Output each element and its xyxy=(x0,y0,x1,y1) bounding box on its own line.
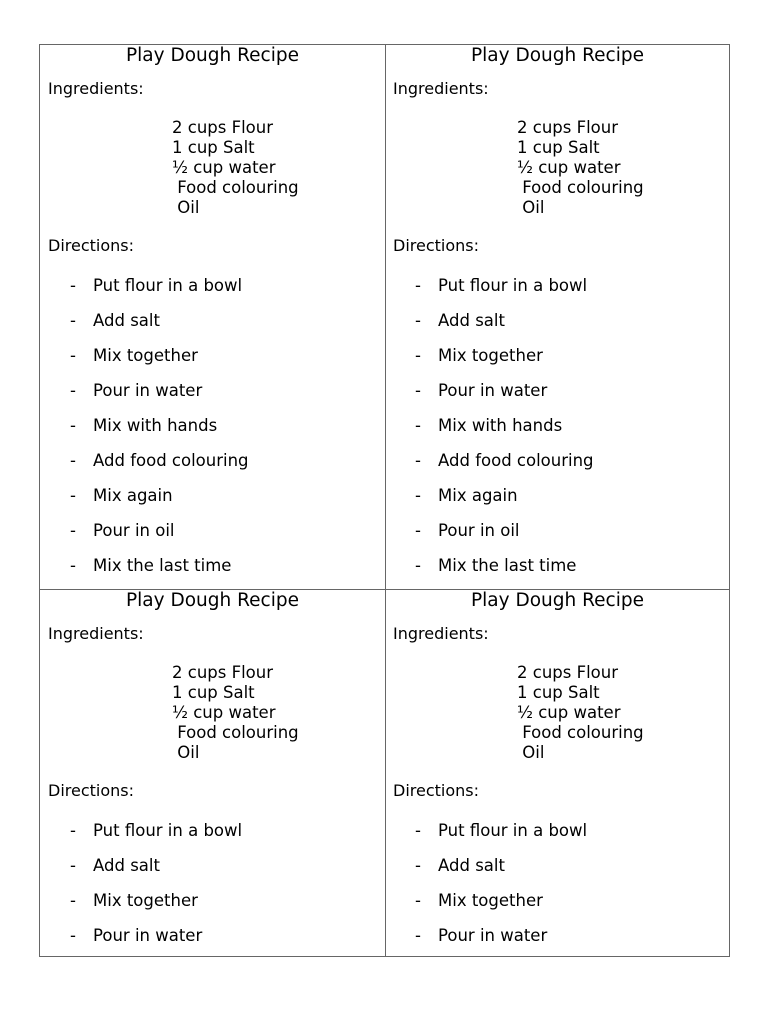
dash-bullet: - xyxy=(415,891,421,910)
direction-text: Add salt xyxy=(93,856,160,875)
ingredient-item: ½ cup water xyxy=(517,158,621,177)
dash-bullet: - xyxy=(415,486,421,505)
direction-text: Mix together xyxy=(438,346,543,365)
dash-bullet: - xyxy=(70,486,76,505)
ingredient-item: Food colouring xyxy=(172,178,299,197)
direction-text: Pour in oil xyxy=(93,521,175,540)
ingredient-item: Food colouring xyxy=(517,178,644,197)
dash-bullet: - xyxy=(415,821,421,840)
direction-text: Put flour in a bowl xyxy=(438,821,588,840)
dash-bullet: - xyxy=(70,451,76,470)
directions-label: Directions: xyxy=(48,236,135,255)
ingredient-item: 2 cups Flour xyxy=(517,118,618,137)
ingredients-list xyxy=(172,118,299,218)
direction-text: Pour in water xyxy=(93,381,203,400)
directions-label: Directions: xyxy=(48,781,135,800)
dash-bullet: - xyxy=(70,521,76,540)
recipe-card xyxy=(40,590,385,957)
dash-bullet: - xyxy=(415,381,421,400)
card-title: Play Dough Recipe xyxy=(471,590,644,611)
direction-text: Add food colouring xyxy=(93,451,249,470)
ingredient-item: 1 cup Salt xyxy=(172,683,255,702)
ingredient-item: Oil xyxy=(172,743,200,762)
dash-bullet: - xyxy=(415,451,421,470)
dash-bullet: - xyxy=(70,416,76,435)
recipe-card xyxy=(385,590,730,957)
ingredient-item: Food colouring xyxy=(172,723,299,742)
dash-bullet: - xyxy=(415,556,421,575)
direction-text: Put flour in a bowl xyxy=(93,276,243,295)
direction-text: Pour in water xyxy=(93,926,203,945)
direction-text: Add food colouring xyxy=(438,451,594,470)
ingredients-label: Ingredients: xyxy=(393,624,489,643)
recipe-card-sheet xyxy=(39,44,730,957)
ingredient-item: Oil xyxy=(517,743,545,762)
ingredients-list xyxy=(517,118,644,218)
direction-text: Mix together xyxy=(93,891,198,910)
ingredient-item: Oil xyxy=(517,198,545,217)
recipe-card xyxy=(385,45,730,589)
ingredient-item: 2 cups Flour xyxy=(517,663,618,682)
dash-bullet: - xyxy=(70,891,76,910)
direction-text: Mix again xyxy=(438,486,518,505)
direction-text: Mix with hands xyxy=(93,416,218,435)
ingredient-item: 1 cup Salt xyxy=(172,138,255,157)
dash-bullet: - xyxy=(70,926,76,945)
direction-text: Mix the last time xyxy=(93,556,232,575)
card-title: Play Dough Recipe xyxy=(471,45,644,66)
direction-text: Pour in oil xyxy=(438,521,520,540)
directions-label: Directions: xyxy=(393,236,480,255)
dash-bullet: - xyxy=(415,856,421,875)
dash-bullet: - xyxy=(70,556,76,575)
ingredient-item: Oil xyxy=(172,198,200,217)
directions-label: Directions: xyxy=(393,781,480,800)
dash-bullet: - xyxy=(415,276,421,295)
ingredient-item: ½ cup water xyxy=(517,703,621,722)
dash-bullet: - xyxy=(415,416,421,435)
ingredients-list xyxy=(517,663,644,763)
direction-text: Mix again xyxy=(93,486,173,505)
dash-bullet: - xyxy=(70,856,76,875)
ingredient-item: Food colouring xyxy=(517,723,644,742)
ingredient-item: ½ cup water xyxy=(172,703,276,722)
dash-bullet: - xyxy=(70,276,76,295)
ingredients-label: Ingredients: xyxy=(48,79,144,98)
ingredients-label: Ingredients: xyxy=(48,624,144,643)
dash-bullet: - xyxy=(70,381,76,400)
dash-bullet: - xyxy=(70,346,76,365)
card-title: Play Dough Recipe xyxy=(126,45,299,66)
ingredient-item: 1 cup Salt xyxy=(517,683,600,702)
ingredient-item: 2 cups Flour xyxy=(172,118,273,137)
card-title: Play Dough Recipe xyxy=(126,590,299,611)
dash-bullet: - xyxy=(70,311,76,330)
ingredient-item: ½ cup water xyxy=(172,158,276,177)
direction-text: Add salt xyxy=(438,856,505,875)
direction-text: Mix the last time xyxy=(438,556,577,575)
dash-bullet: - xyxy=(70,821,76,840)
direction-text: Mix together xyxy=(438,891,543,910)
dash-bullet: - xyxy=(415,926,421,945)
direction-text: Put flour in a bowl xyxy=(93,821,243,840)
direction-text: Put flour in a bowl xyxy=(438,276,588,295)
direction-text: Mix together xyxy=(93,346,198,365)
ingredient-item: 1 cup Salt xyxy=(517,138,600,157)
direction-text: Add salt xyxy=(438,311,505,330)
direction-text: Pour in water xyxy=(438,926,548,945)
dash-bullet: - xyxy=(415,521,421,540)
direction-text: Add salt xyxy=(93,311,160,330)
direction-text: Pour in water xyxy=(438,381,548,400)
ingredients-label: Ingredients: xyxy=(393,79,489,98)
dash-bullet: - xyxy=(415,346,421,365)
dash-bullet: - xyxy=(415,311,421,330)
ingredient-item: 2 cups Flour xyxy=(172,663,273,682)
recipe-card xyxy=(40,45,385,589)
ingredients-list xyxy=(172,663,299,763)
direction-text: Mix with hands xyxy=(438,416,563,435)
